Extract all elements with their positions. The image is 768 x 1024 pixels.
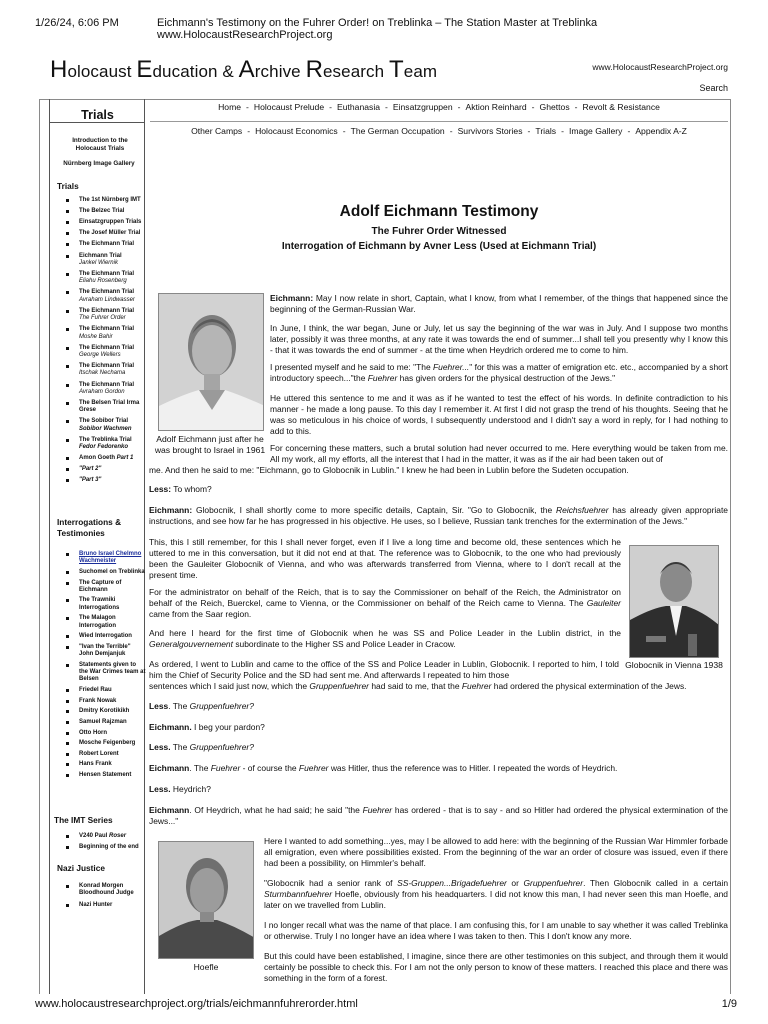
nav-separator: - [561, 126, 564, 136]
article-paragraph [264, 878, 728, 911]
sidebar-list-item[interactable] [62, 698, 146, 705]
sidebar-item-label[interactable]: The Eichmann Trial [79, 270, 135, 277]
sidebar-item-label[interactable]: Nazi Hunter [79, 901, 113, 908]
paragraph-text: I beg your pardon? [191, 722, 265, 732]
article-paragraph [149, 805, 728, 827]
emphasis-text: Gruppenfuehrer [309, 681, 369, 691]
nazi-justice-list [62, 883, 146, 913]
article-paragraph [270, 323, 728, 356]
speaker-label: Less. [149, 784, 171, 794]
nav-separator: - [342, 126, 346, 136]
paragraph-text: In June, I think, the war began, June or July, let us say the beginning of the war was in July. And I suppose two months later, possibly it was three months, at any rate it was towards the end of summer...I shall tell you presently why I know this - that it was towards the end of summer - at the time when Heydrich ordered me to come to him. [270, 323, 728, 355]
paragraph-text: " for this was a matter of emigration etc. etc., accompanied by a short introductory speech..."the [270, 362, 728, 383]
sidebar-item-label[interactable]: Friedel Rau [79, 687, 112, 694]
sidebar-item-label[interactable]: The Eichmann Trial [79, 241, 135, 248]
sidebar-item-sub: Moshe Bahir [79, 333, 113, 340]
globocnik-photo [629, 545, 719, 658]
nav-link[interactable]: Home [218, 102, 242, 112]
emphasis-text: Fuehrer [367, 372, 398, 383]
nav-link[interactable]: Appendix A-Z [635, 126, 687, 136]
sidebar-item-label[interactable]: The Trawniki Interrogations [79, 597, 120, 611]
sidebar-item-label[interactable]: The Eichmann Trial [79, 363, 135, 370]
sidebar-list-item[interactable] [62, 615, 146, 630]
nav-link[interactable]: The German Occupation [350, 126, 445, 136]
sidebar-list-item[interactable] [62, 761, 146, 768]
sidebar-list-item[interactable] [62, 633, 146, 640]
sidebar-item-label[interactable]: Hensen Statement [79, 771, 132, 778]
paragraph-text: I presented myself and he said to me: "The [270, 362, 434, 372]
print-datetime: 1/26/24, 6:06 PM [35, 17, 119, 29]
paragraph-text: Here I wanted to add something...yes, may I be allowed to add here: with the beginning of the Russian War Himmler forbade all emigration, even where possibilities existed. From the beginning of the war an order of closure was issued, even if there had been a possibility, on Himmler's behalf. [264, 836, 728, 868]
paragraph-text: has already given appropriate instructions, and see how far he has progressed in his objective. He uses, so I believe, Russian tank trenches for the extermination of the Jews." [149, 505, 728, 526]
sidebar-item-label[interactable]: The Capture of Eichmann [79, 579, 122, 593]
sidebar-item-label[interactable]: Beginning of the end [79, 844, 139, 851]
paragraph-text: I no longer recall what was the name of that place. I am confusing this, for I am unable to say whether it was called Treblinka or otherwise. Truly I no longer have an idea where I was taken to then. This I don't know any more. [264, 920, 728, 941]
article-paragraph [149, 701, 728, 712]
nav-link[interactable]: Einsatzgruppen [392, 102, 453, 112]
nav-row-2 [150, 126, 728, 136]
sidebar-item-label[interactable]: Bruno Israel Chelmno Wachmeister [79, 551, 142, 565]
sidebar-item-sub: The Fuhrer Order [79, 315, 126, 322]
emphasis-text: Reichsfuehrer [556, 505, 609, 515]
paragraph-text: had ordered the physical extermination of the Jews. [491, 681, 687, 691]
sidebar-item-sub: Itschak Nechama [79, 370, 126, 377]
emphasis-text: Sturmbannfuehrer [264, 888, 333, 899]
sidebar-item-label[interactable]: Statements given to the War Crimes team at Belsen [79, 661, 146, 683]
site-title[interactable] [50, 56, 437, 84]
paragraph-text: . The [189, 763, 211, 773]
paragraph-text: has given orders for the physical destruction of the Jews." [397, 372, 616, 383]
sidebar-section-imt: The IMT Series [54, 815, 113, 825]
nav-separator: - [574, 102, 578, 112]
nav-link[interactable]: Other Camps [191, 126, 243, 136]
article-paragraph [149, 537, 621, 581]
sidebar-item-label[interactable]: Konrad Morgen Bloodhound Judge [79, 883, 134, 897]
sidebar-list-item[interactable] [62, 382, 146, 397]
paragraph-text: came from the Saar region. [149, 608, 252, 619]
emphasis-text: Fuehrer [298, 763, 329, 773]
sidebar-item-part[interactable]: "Part 2" [79, 466, 102, 473]
article-paragraph [149, 465, 728, 476]
site-title-word: eam [403, 62, 438, 81]
speaker-label: Eichmann: [149, 505, 193, 515]
paragraph-text: Hoefle, obviously from his headquarters. I did not know this man, I had never seen this man Hoefle, and later on we travelled from Lublin. [264, 888, 728, 910]
nav-separator: - [627, 126, 631, 136]
paragraph-text: had said to me, that the [368, 681, 462, 691]
sidebar-item-part[interactable]: Part 1 [115, 455, 134, 462]
sidebar-item-label[interactable]: V240 Paul [79, 833, 108, 839]
article-paragraph [149, 784, 728, 795]
site-title-word: olocaust [67, 62, 137, 81]
sidebar-item-label[interactable]: The Eichmann Trial [79, 307, 135, 314]
nav-link[interactable]: Aktion Reinhard [465, 102, 527, 112]
article-subtitle: The Fuhrer Order Witnessed [371, 226, 507, 237]
sidebar-list-item[interactable] [62, 289, 146, 304]
nav-link[interactable]: Holocaust Prelude [253, 102, 325, 112]
emphasis-text: Gauleiter [586, 597, 621, 608]
sidebar-item-label[interactable]: The Sobibor Trial [79, 418, 129, 425]
sidebar-item-label[interactable]: The Treblinka Trial [79, 436, 132, 443]
sidebar-list-item[interactable] [62, 580, 146, 595]
sidebar-list-item[interactable] [62, 477, 146, 484]
speaker-label: Eichmann: [270, 293, 314, 303]
sidebar-list-item[interactable] [62, 719, 146, 726]
sidebar-item-label[interactable]: Dmitry Korotikikh [79, 708, 130, 715]
sidebar-section-trials: Trials [57, 181, 79, 191]
sidebar-item-sub: Jankel Wiernik [79, 259, 118, 266]
article-paragraph [149, 505, 728, 527]
eichmann-photo [158, 293, 264, 431]
nav-link[interactable]: Survivors Stories [457, 126, 523, 136]
emphasis-text: Fuehrer [362, 805, 393, 815]
sidebar-item-label[interactable]: The Eichmann Trial [79, 326, 135, 333]
sidebar-list-item[interactable] [62, 772, 146, 779]
sidebar-item-italic: Roser [107, 833, 127, 839]
sidebar-list-item[interactable] [62, 230, 146, 237]
sidebar-item-sub: Avraham Lindwasser [79, 296, 135, 303]
print-footer-url: www.holocaustresearchproject.org/trials/eichmannfuhrerorder.html [35, 998, 358, 1010]
speaker-label: Less. [149, 742, 171, 752]
emphasis-text: Fuehrer [210, 763, 241, 773]
article-paragraph [149, 722, 728, 733]
nav-separator: - [385, 102, 388, 112]
print-title: Eichmann's Testimony on the Fuhrer Order! on Treblinka – The Station Master at Treblinka www.HolocaustResearchProject.org [157, 17, 598, 41]
sidebar-list-item[interactable] [62, 551, 146, 566]
nav-separator: - [527, 126, 531, 136]
site-title-initial: H [50, 56, 68, 83]
sidebar-item-label[interactable]: Wied Interrogation [79, 633, 132, 640]
article-title: Adolf Eichmann Testimony [339, 203, 539, 220]
sidebar-list-item[interactable] [62, 662, 146, 684]
emphasis-text: SS-Gruppen...Brigadefuehrer [397, 878, 507, 888]
site-title-initial: T [389, 56, 404, 83]
sidebar-list-item[interactable] [62, 308, 146, 323]
sidebar-item-label[interactable]: Einsatzgruppen Trials [79, 219, 142, 226]
nav-link[interactable]: Revolt & Resistance [582, 102, 660, 112]
paragraph-text: Heydrich? [170, 784, 211, 794]
nav-separator: - [531, 102, 535, 112]
sidebar-item-label[interactable]: Hans Frank [79, 761, 112, 768]
article-paragraph [264, 836, 728, 869]
sidebar-item-sub: Avraham Gordon [79, 388, 125, 395]
emphasis-text: Generalgouvernement [149, 638, 233, 649]
article-paragraph [149, 763, 728, 774]
paragraph-text: me. And then he said to me: "Eichmann, go to Globocnik in Lublin." I knew he had been in Lublin before the Sudeten occupation. [149, 465, 629, 475]
imt-list [62, 833, 146, 856]
paragraph-text: To whom? [171, 484, 212, 494]
sidebar-item-sub: Sobibor Wachmen [79, 425, 132, 432]
paragraph-text: As ordered, I went to Lublin and came to the office of the SS and Police Leader in Lublin, Globocnik. I reported to him, I told him the Chief of Security Police and the SD had sent me. And afterwards I repeated to him those [149, 659, 619, 680]
article-paragraph [149, 628, 621, 650]
paragraph-text: . Of Heydrich, what he had said; he said "the [189, 805, 363, 815]
article-subtitle-2: Interrogation of Eichmann by Avner Less (Used at Eichmann Trial) [281, 241, 597, 252]
sidebar-list-item[interactable] [62, 740, 146, 747]
hoefle-photo [158, 841, 254, 959]
paragraph-text: has ordered - that is to say - and so Hitler had ordered the physical extermination of the Jews..." [149, 805, 728, 826]
emphasis-text: Gruppenfuehrer? [189, 742, 254, 752]
site-title-word: rchive [254, 62, 306, 81]
nav-separator: - [449, 126, 453, 136]
site-title-word: ducation & [152, 62, 239, 81]
speaker-label: Less [149, 701, 169, 711]
nav-row-1 [150, 102, 728, 112]
paragraph-text: or [506, 878, 524, 888]
nav-link[interactable]: Holocaust Economics [255, 126, 338, 136]
sidebar-list-item[interactable] [62, 253, 146, 268]
sidebar-item-label[interactable]: Frank Nowak [79, 697, 117, 704]
paragraph-text: sentences which I said just now, which the [149, 681, 310, 691]
paragraph-text: subordinate to the Higher SS and Police Leader in Cracow. [232, 638, 456, 649]
sidebar-list-item[interactable] [62, 751, 146, 758]
sidebar-list-item[interactable] [62, 363, 146, 378]
sidebar-heading: Trials [50, 99, 145, 123]
paragraph-text: Globocnik, I shall shortly come to more specific details, Captain, Sir. "Go to Globocnik, the [192, 505, 557, 515]
site-title-initial: A [238, 56, 255, 83]
emphasis-text: Gruppenfuehrer? [189, 701, 254, 711]
sidebar-list-item[interactable] [62, 569, 146, 576]
nav-separator: - [329, 102, 332, 112]
nav-separator: - [247, 126, 251, 136]
site-title-initial: E [136, 56, 153, 83]
paragraph-text: "Globocnik had a senior rank of [264, 878, 398, 888]
sidebar-gallery-link[interactable]: Nürnberg Image Gallery [63, 160, 135, 167]
print-page-number: 1/9 [721, 998, 737, 1010]
sidebar-list-item[interactable] [62, 418, 146, 433]
nav-link[interactable]: Image Gallery [568, 126, 623, 136]
article-paragraph [149, 659, 619, 681]
sidebar-list-item[interactable] [62, 400, 146, 415]
paragraph-text: And here I heard for the first time of Globocnik when he was SS and Police Leader in the Lublin district, in the [149, 628, 621, 638]
interrogations-list [62, 551, 146, 783]
hoefle-photo-caption: Hoefle [193, 962, 219, 972]
sidebar-item-label[interactable]: The Belzec Trial [79, 208, 125, 215]
sidebar-item-label[interactable]: The Eichmann Trial [79, 289, 135, 296]
sidebar-item-label[interactable]: Otto Horn [79, 729, 107, 736]
sidebar [49, 99, 145, 994]
site-title-word: esearch [323, 62, 390, 81]
sidebar-item-part[interactable]: "Part 3" [79, 477, 102, 484]
article-paragraph [270, 293, 728, 315]
sidebar-list-item[interactable] [62, 597, 146, 612]
sidebar-list-item[interactable] [62, 437, 146, 452]
sidebar-item-label[interactable]: Robert Lorent [79, 750, 119, 757]
article-paragraph [149, 484, 728, 495]
sidebar-item-label[interactable]: Amon Goeth [79, 455, 115, 462]
speaker-label: Eichmann [149, 763, 190, 773]
sidebar-item-label[interactable]: The 1st Nürnberg IMT [79, 197, 141, 203]
sidebar-list-item[interactable] [62, 345, 146, 360]
nav-divider [150, 121, 728, 122]
sidebar-list-item[interactable] [62, 219, 146, 226]
paragraph-text: . Then Globocnik called in a certain [583, 878, 729, 888]
site-url[interactable]: www.HolocaustResearchProject.org [592, 62, 728, 72]
sidebar-list-item[interactable] [62, 644, 146, 659]
article-paragraph [264, 920, 728, 942]
paragraph-text: The [170, 742, 190, 752]
sidebar-item-sub: Eliahu Rosenberg [79, 278, 127, 285]
sidebar-section-interrogations: Interrogations & Testimonies [57, 517, 122, 538]
sidebar-item-sub: George Wellers [79, 351, 121, 358]
article-paragraph [149, 587, 621, 620]
trials-list [62, 197, 146, 489]
sidebar-item-label[interactable]: The Eichmann Trial [79, 344, 135, 351]
sidebar-list-item[interactable] [62, 883, 146, 898]
paragraph-text: . The [168, 701, 190, 711]
paragraph-text: For concerning these matters, such a brutal solution had never occurred to me. Here everything would be taken from me. All my work, all my efforts, all the interest that I had in the matter, it was as if the air had been taken out of [270, 443, 728, 464]
search-link[interactable]: Search [699, 83, 728, 93]
paragraph-text: May I now relate in short, Captain, what I know, from what I remember, of the things that happened since the beginning of the German-Russian War. [270, 293, 728, 314]
sidebar-item-label[interactable]: The Malagon Interrogation [79, 615, 116, 629]
site-title-initial: R [305, 56, 323, 83]
sidebar-item-label[interactable]: The Josef Müller Trial [79, 230, 141, 237]
paragraph-text: was Hitler, thus the reference was to Hitler. I repeated the words of Heydrich. [328, 763, 618, 773]
sidebar-item-label[interactable]: The Eichmann Trial [79, 381, 135, 388]
sidebar-item-label[interactable]: Mosche Feigenberg [79, 740, 136, 747]
sidebar-list-item[interactable] [62, 844, 146, 851]
sidebar-list-item[interactable] [62, 241, 146, 248]
sidebar-intro-link[interactable]: Introduction to the Holocaust Trials [72, 137, 128, 152]
article-paragraph [270, 443, 728, 465]
sidebar-list-item[interactable] [62, 708, 146, 715]
globocnik-photo-caption: Globocnik in Vienna 1938 [625, 660, 723, 670]
nav-separator: - [457, 102, 461, 112]
sidebar-section-nazi-justice: Nazi Justice [57, 863, 105, 873]
sidebar-list-item[interactable] [62, 833, 146, 840]
article-paragraph [270, 362, 728, 384]
paragraph-text: This, this I still remember, for this I shall never forget, even if I live a long time and become old, these sentences which he uttered to me in this conversation, but it did not end at that. The reference was to Globocnik, to the one who had previously been the Gauleiter Globocnik of Vienna, and who was afterwards transferred from Vienna, where to I don't recall at the present time. [149, 537, 621, 580]
paragraph-text: - of course the [240, 763, 299, 773]
sidebar-list-item[interactable] [62, 466, 146, 473]
sidebar-item-sub: Fedor Fedorenko [79, 444, 129, 451]
sidebar-list-item[interactable] [62, 455, 146, 462]
speaker-label: Eichmann. [149, 722, 192, 732]
sidebar-item-label[interactable]: Eichmann Trial [79, 252, 122, 259]
sidebar-item-label[interactable]: "Ivan the Terrible" John Demjanjuk [79, 643, 131, 658]
article-paragraph [270, 393, 728, 437]
eichmann-photo-caption: Adolf Eichmann just after he was brought to Israel in 1961 [154, 434, 266, 455]
sidebar-list-item[interactable] [62, 197, 146, 204]
emphasis-text: Fuehrer... [433, 362, 470, 372]
speaker-label: Less: [149, 484, 172, 494]
paragraph-text: But this could have been established, I imagine, since there are other testimonies on this subject, and through them it would certainly be possible to check this. For I am not the only person to know of these matters. I reached this place and there was something in the form of a forest. [264, 951, 728, 983]
nav-link[interactable]: Trials [535, 126, 557, 136]
nav-link[interactable]: Euthanasia [337, 102, 381, 112]
sidebar-list-item[interactable] [62, 271, 146, 286]
nav-link[interactable]: Ghettos [539, 102, 570, 112]
sidebar-list-item[interactable] [62, 730, 146, 737]
emphasis-text: Gruppenfuehrer [523, 878, 584, 888]
sidebar-item-label[interactable]: Samuel Rajzman [79, 718, 127, 725]
nav-separator: - [246, 102, 249, 112]
sidebar-list-item[interactable] [62, 326, 146, 341]
speaker-label: Eichmann [149, 805, 190, 815]
sidebar-item-label[interactable]: The Belsen Trial Irma Grese [79, 399, 140, 414]
article-paragraph [149, 681, 728, 692]
paragraph-text: For the administrator on behalf of the Reich, that is to say the Commissioner on behalf of the Reich, the Administrator on behalf of the Reich, Buerckel, came to Vienna, or the Commissioner on behalf of the Reich came to Vienna. The [149, 587, 621, 608]
emphasis-text: Fuehrer [461, 681, 492, 691]
article-paragraph [149, 742, 728, 753]
paragraph-text: He uttered this sentence to me and it was as if he wanted to test the effect of his words. In definite contradiction to his manner - he made a long pause. To this day I remember it. At first I did not grasp the trend of his thoughts. Seeing that he was so meticulous in his choice of words, I subsequently understood and I didn't say a word in reply, for I had nothing to add to this. [270, 393, 728, 436]
sidebar-list-item[interactable] [62, 687, 146, 694]
sidebar-item-label[interactable]: Suchomel on Treblinka [79, 568, 145, 575]
sidebar-list-item[interactable] [62, 902, 146, 909]
sidebar-list-item[interactable] [62, 208, 146, 215]
article-paragraph [264, 951, 728, 984]
